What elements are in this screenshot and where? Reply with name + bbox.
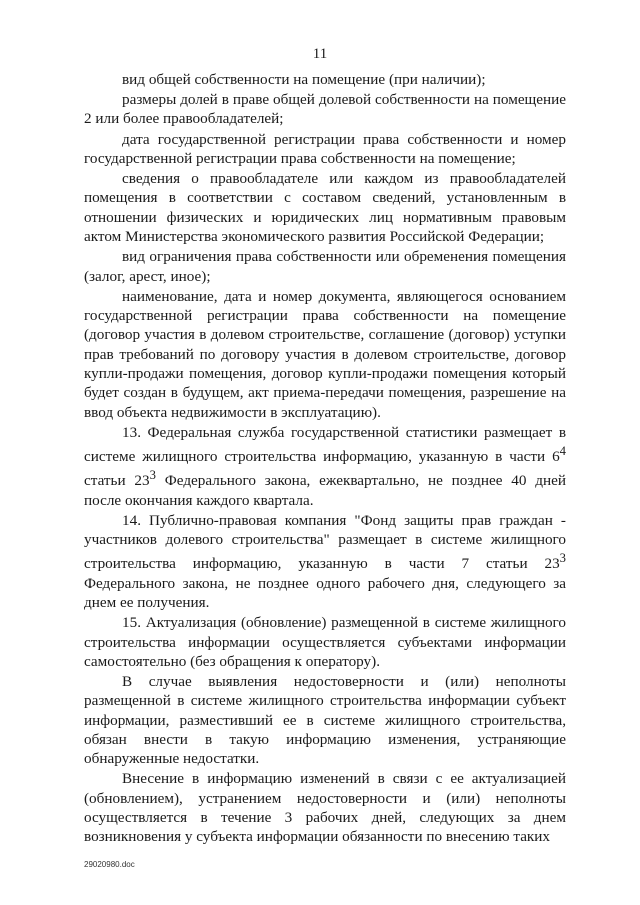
page-number: 11 (312, 46, 328, 62)
paragraph-13: 13. Федеральная служба государственной статистики размещает в системе жилищного строительства информацию, указанную в части $6^4$ статьи $23^3$ Федерального закона, ежеквартально, не позднее 40 дней после окончания каждого квартала. (84, 423, 567, 509)
paragraph-14: 14. Публично-правовая компания "Фонд защиты прав граждан - участников долевого строительства" размещает в системе жилищного строительства информацию, указанную в части 7 статьи $23^3$ Федерального закона, не позднее одного рабочего дня, следующего за днем ее получения. (84, 511, 566, 612)
paragraph-share-sizes: размеры долей в праве общей долевой собственности на помещение 2 или более правообладателей; (84, 91, 566, 128)
paragraph-restriction-type: вид ограничения права собственности или обременения помещения (залог, арест, иное); (84, 248, 566, 285)
paragraph-basis-document: наименование, дата и номер документа, являющегося основанием государственной регистрации права собственности на помещение (договор участия в долевом строительстве, соглашение (договор) уступки прав требований по договору участия в долевом строительстве, договор купли-продажи помещения, договор купли-продажи помещения который будет создан в будущем, акт приема-передачи помещения, разрешение на ввод объекта недвижимости в эксплуатацию). (84, 287, 566, 421)
paragraph-15: 15. Актуализация (обновление) размещенной в системе жилищного строительства информации осуществляется субъектами информации самостоятельно (без обращения к оператору). (84, 614, 566, 670)
paragraph-owner-info: сведения о правообладателе или каждом из правообладателей помещения в соответствии с составом сведений, установленным в отношении физических и юридических лиц нормативным правовым актом Министерства экономического развития Российской Федерации; (84, 170, 566, 246)
paragraph-error-correction: В случае выявления недостоверности и (или) неполноты размещенной в системе жилищного строительства информации субъект информации, разместивший ее в системе жилищного строительства, обязан внести в такую информацию изменения, устраняющие обнаруженные недостатки. (84, 673, 566, 768)
document-filename: 29020980.doc (84, 860, 135, 869)
paragraph-changes-deadline: Внесение в информацию изменений в связи с ее актуализацией (обновлением), устранением недостоверности и (или) неполноты осуществляется в течение 3 рабочих дней, следующих за днем возникновения у субъекта информации обязанности по внесению таких (84, 770, 566, 846)
paragraph-ownership-type: вид общей собственности на помещение (при наличии); (122, 71, 486, 88)
document-body (84, 70, 566, 847)
paragraph-registration-date: дата государственной регистрации права собственности и номер государственной регистрации права собственности на помещение; (84, 130, 566, 167)
